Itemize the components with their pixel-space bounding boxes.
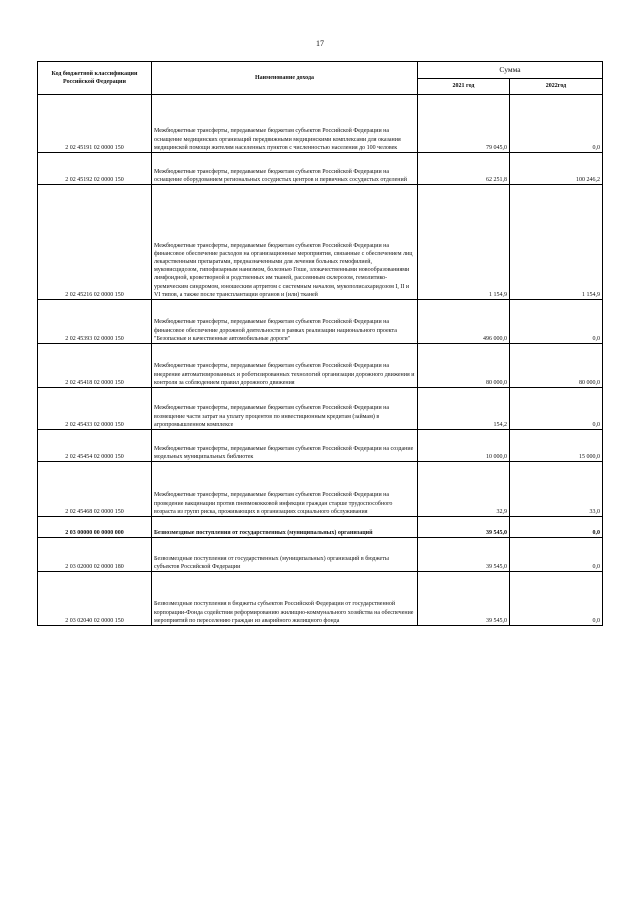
name-cell: Безвозмездные поступления от государственных (муниципальных) организаций [152,517,418,538]
name-cell: Межбюджетные трансферты, передаваемые бюджетам субъектов Российской Федерации на оснащение оборудованием региональных сосудистых центров и первичных сосудистых отделений [152,153,418,185]
amount-2021-cell: 32,9 [418,462,510,517]
code-cell: 2 02 45468 02 0000 150 [38,462,152,517]
page-number: 17 [316,39,324,48]
table-row [38,430,603,462]
code-cell: 2 02 45393 02 0000 150 [38,300,152,344]
name-cell: Межбюджетные трансферты, передаваемые бюджетам субъектов Российской Федерации на оснащение медицинских организаций передвижными медицинскими комплексами для оказания медицинской помощи жителям населенных пунктов с численностью населения до 100 человек [152,95,418,153]
amount-2021-cell: 39 545,0 [418,517,510,538]
amount-2021-cell: 1 154,9 [418,185,510,300]
amount-2021-cell: 39 545,0 [418,572,510,626]
table-row [38,538,603,572]
table-row [38,153,603,185]
code-cell: 2 03 00000 00 0000 000 [38,517,152,538]
code-cell: 2 02 45216 02 0000 150 [38,185,152,300]
name-cell: Безвозмездные поступления от государственных (муниципальных) организаций в бюджеты субъектов Российской Федерации [152,538,418,572]
amount-2022-cell: 33,0 [510,462,603,517]
table-row [38,388,603,430]
code-cell: 2 02 45191 02 0000 150 [38,95,152,153]
amount-2021-cell: 62 251,8 [418,153,510,185]
table-body [38,95,603,626]
column-header-2022: 2022год [510,79,603,95]
code-cell: 2 02 45433 02 0000 150 [38,388,152,430]
table-row [38,344,603,388]
amount-2022-cell: 0,0 [510,538,603,572]
table-row [38,95,603,153]
column-header-code: Код бюджетной классификации Российской Федерации [38,62,152,95]
code-cell: 2 03 02000 02 0000 180 [38,538,152,572]
name-cell: Межбюджетные трансферты, передаваемые бюджетам субъектов Российской Федерации на финансовое обеспечение расходов на организационные мероприятия, связанные с обеспечением лиц лекарственными препаратами, предназначенными для лечения больных гемофилией, муковисцидозом, гипофизарным нанизмом, болезнью Гоше, злокачественными новообразованиями лимфоидной, кроветворной и родственных им тканей, рассеянным склерозом, гемолитико-уремическим синдромом, юношеским артритом с системным началом, мукополисахаридозом I, II и VI типов, а также после трансплантации органов и (или) тканей [152,185,418,300]
name-cell: Межбюджетные трансферты, передаваемые бюджетам субъектов Российской Федерации на проведение вакцинации против пневмококковой инфекции граждан старше трудоспособного возраста из групп риска, проживающих в организациях социального обслуживания [152,462,418,517]
amount-2021-cell: 39 545,0 [418,538,510,572]
code-cell: 2 02 45192 02 0000 150 [38,153,152,185]
amount-2021-cell: 79 045,0 [418,95,510,153]
amount-2022-cell: 15 000,0 [510,430,603,462]
amount-2022-cell: 0,0 [510,517,603,538]
amount-2021-cell: 80 000,0 [418,344,510,388]
amount-2022-cell: 1 154,9 [510,185,603,300]
revenue-table [37,61,603,626]
table-row [38,185,603,300]
table-row [38,300,603,344]
name-cell: Межбюджетные трансферты, передаваемые бюджетам субъектов Российской Федерации на внедрение автоматизированных и роботизированных технологий организации дорожного движения и контроля за соблюдением правил дорожного движения [152,344,418,388]
amount-2022-cell: 0,0 [510,300,603,344]
column-header-sum: Сумма [418,62,603,79]
amount-2022-cell: 0,0 [510,95,603,153]
name-cell: Межбюджетные трансферты, передаваемые бюджетам субъектов Российской Федерации на возмещение части затрат на уплату процентов по инвестиционным кредитам (займам) в агропромышленном комплексе [152,388,418,430]
amount-2021-cell: 154,2 [418,388,510,430]
column-header-2021: 2021 год [418,79,510,95]
table-row [38,462,603,517]
name-cell: Межбюджетные трансферты, передаваемые бюджетам субъектов Российской Федерации на финансовое обеспечение дорожной деятельности в рамках реализации национального проекта "Безопасные и качественные автомобильные дороги" [152,300,418,344]
amount-2022-cell: 80 000,0 [510,344,603,388]
amount-2022-cell: 0,0 [510,572,603,626]
table-row [38,572,603,626]
code-cell: 2 03 02040 02 0000 150 [38,572,152,626]
column-header-name: Наименование дохода [152,62,418,95]
table-row [38,517,603,538]
amount-2021-cell: 496 000,0 [418,300,510,344]
code-cell: 2 02 45454 02 0000 150 [38,430,152,462]
name-cell: Межбюджетные трансферты, передаваемые бюджетам субъектов Российской Федерации на создание модельных муниципальных библиотек [152,430,418,462]
amount-2021-cell: 10 000,0 [418,430,510,462]
name-cell: Безвозмездные поступления в бюджеты субъектов Российской Федерации от государственной корпорации-Фонда содействия реформированию жилищно-коммунального хозяйства на обеспечение мероприятий по переселению граждан из аварийного жилищного фонда [152,572,418,626]
code-cell: 2 02 45418 02 0000 150 [38,344,152,388]
amount-2022-cell: 0,0 [510,388,603,430]
amount-2022-cell: 100 246,2 [510,153,603,185]
